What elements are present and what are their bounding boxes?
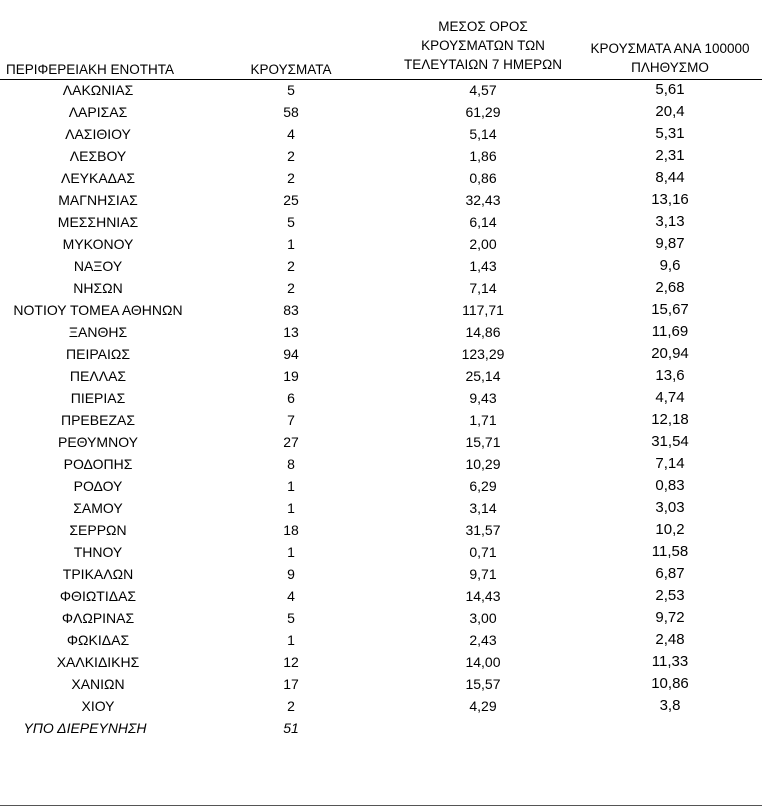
cell-region: ΠΡΕΒΕΖΑΣ [60,412,135,428]
cell-cases-per-100k: 13,16 [651,191,689,208]
cell-cases-per-100k: 3,13 [655,213,685,230]
cell-cases: 5 [287,214,295,230]
cell-seven-day-average: 14,43 [465,588,501,604]
cell-cases: 25 [283,192,299,208]
cell-region: ΤΡΙΚΑΛΩΝ [62,566,134,582]
cell-region: ΤΗΝΟΥ [73,544,123,560]
cell-seven-day-average: 3,00 [469,610,497,626]
table-row [0,277,762,299]
cell-region: ΣΕΡΡΩΝ [69,522,127,538]
column-header-avg-line-2: ΚΡΟΥΣΜΑΤΩΝ ΤΩΝ [421,38,545,53]
table-row [0,585,762,607]
cell-seven-day-average: 9,71 [469,566,497,582]
cell-region: ΜΑΓΝΗΣΙΑΣ [58,192,138,208]
cell-region: ΜΥΚΟΝΟΥ [62,236,134,252]
cell-region: ΛΑΡΙΣΑΣ [68,104,128,120]
cell-region: ΝΑΞΟΥ [73,258,123,274]
table-row [0,607,762,629]
cell-cases-per-100k: 7,14 [655,455,685,472]
column-header-region [6,60,174,79]
cell-seven-day-average: 0,71 [469,544,497,560]
cell-cases-per-100k: 9,72 [655,609,685,626]
column-header-cases-per-100k [572,39,762,77]
cell-cases-per-100k: 2,31 [655,147,685,164]
cell-region: ΜΕΣΣΗΝΙΑΣ [57,214,139,230]
cell-region: ΠΙΕΡΙΑΣ [70,390,126,406]
cell-seven-day-average: 14,00 [465,654,501,670]
cell-cases-per-100k: 2,48 [655,631,685,648]
cell-region: ΧΑΝΙΩΝ [71,676,125,692]
table-row [0,79,762,101]
cell-cases: 12 [283,654,299,670]
cell-seven-day-average: 5,14 [469,126,497,142]
cell-seven-day-average: 15,71 [465,434,501,450]
cell-seven-day-average: 31,57 [465,522,501,538]
table-row [0,145,762,167]
cell-seven-day-average: 10,29 [465,456,501,472]
cell-cases-per-100k: 13,6 [655,367,685,384]
cell-region: ΠΕΙΡΑΙΩΣ [66,346,130,362]
table-row [0,497,762,519]
cell-cases-per-100k: 2,68 [655,279,685,296]
table-row [0,299,762,321]
cell-region: ΝΟΤΙΟΥ ΤΟΜΕΑ ΑΘΗΝΩΝ [13,302,183,318]
cell-cases: 17 [283,676,299,692]
cell-region: ΡΟΔΟΠΗΣ [63,456,133,472]
table-row [0,431,762,453]
cell-cases-per-100k: 11,69 [651,323,689,340]
cell-cases-per-100k: 31,54 [651,433,689,450]
column-header-avg-line-1: ΜΕΣΟΣ ΟΡΟΣ [438,19,528,34]
table-row [0,365,762,387]
cell-under-investigation-cases: 51 [283,720,299,736]
cell-region: ΛΕΣΒΟΥ [69,148,127,164]
cell-region: ΞΑΝΘΗΣ [68,324,128,340]
cell-seven-day-average: 15,57 [465,676,501,692]
cell-cases-per-100k: 3,03 [655,499,685,516]
cell-region: ΦΘΙΩΤΙΔΑΣ [59,588,137,604]
cell-cases: 19 [283,368,299,384]
column-header-region-label: ΠΕΡΙΦΕΡΕΙΑΚΗ ΕΝΟΤΗΤΑ [6,62,175,77]
table-row [0,519,762,541]
cell-cases-per-100k: 5,31 [655,125,685,142]
cell-cases: 5 [287,610,295,626]
cell-cases: 6 [287,390,295,406]
cell-region: ΛΑΣΙΘΙΟΥ [65,126,131,142]
cell-cases: 83 [283,302,299,318]
cell-cases: 1 [287,500,295,516]
cell-seven-day-average: 2,00 [469,236,497,252]
cell-cases-per-100k: 11,58 [651,543,689,560]
cell-cases-per-100k: 5,61 [655,81,685,98]
cell-cases-per-100k: 6,87 [655,565,685,582]
cell-cases-per-100k: 15,67 [651,301,689,318]
table-row [0,255,762,277]
cell-cases: 94 [283,346,299,362]
cell-region: ΛΑΚΩΝΙΑΣ [62,82,134,98]
cell-region: ΧΙΟΥ [81,698,115,714]
table-row [0,409,762,431]
cell-seven-day-average: 9,43 [469,390,497,406]
cell-cases: 5 [287,82,295,98]
cell-seven-day-average: 1,43 [469,258,497,274]
table-row [0,101,762,123]
table-row-under-investigation [0,717,762,739]
cell-region: ΦΩΚΙΔΑΣ [66,632,130,648]
table-row [0,123,762,145]
cell-cases: 9 [287,566,295,582]
table-row [0,541,762,563]
cell-seven-day-average: 32,43 [465,192,501,208]
cell-seven-day-average: 117,71 [462,302,504,318]
table-row [0,167,762,189]
cell-cases-per-100k: 9,87 [655,235,685,252]
cell-seven-day-average: 2,43 [469,632,497,648]
cell-cases: 2 [287,698,295,714]
cell-seven-day-average: 1,86 [469,148,497,164]
cell-cases: 2 [287,258,295,274]
cell-cases: 2 [287,280,295,296]
table-row [0,673,762,695]
column-header-cases-label: ΚΡΟΥΣΜΑΤΑ [250,62,332,77]
footer-divider [0,805,762,806]
table-row [0,651,762,673]
table-row [0,695,762,717]
table-row [0,233,762,255]
cell-cases: 13 [283,324,299,340]
column-header-per100k-line-1: ΚΡΟΥΣΜΑΤΑ ΑΝΑ 100000 [590,41,750,56]
cell-region: ΧΑΛΚΙΔΙΚΗΣ [56,654,140,670]
cell-region: ΛΕΥΚΑΔΑΣ [60,170,136,186]
cell-cases: 1 [287,478,295,494]
cell-seven-day-average: 4,57 [469,82,497,98]
cell-seven-day-average: 61,29 [465,104,501,120]
cell-cases-per-100k: 4,74 [655,389,685,406]
cell-region: ΦΛΩΡΙΝΑΣ [61,610,135,626]
cell-cases: 7 [287,412,295,428]
cell-seven-day-average: 1,71 [469,412,497,428]
column-header-per100k-line-2: ΠΛΗΘΥΣΜΟ [631,60,709,75]
table-row [0,189,762,211]
table-row [0,321,762,343]
cell-region: ΡΟΔΟΥ [73,478,123,494]
cell-cases-per-100k: 8,44 [655,169,685,186]
cell-cases-per-100k: 10,2 [655,521,685,538]
cell-cases: 1 [287,632,295,648]
cell-region: ΡΕΘΥΜΝΟΥ [57,434,138,450]
cell-seven-day-average: 0,86 [469,170,497,186]
cell-cases-per-100k: 2,53 [655,587,685,604]
cell-region: ΝΗΣΩΝ [73,280,123,296]
table-row [0,475,762,497]
cell-seven-day-average: 6,14 [469,214,497,230]
cell-cases-per-100k: 9,6 [659,257,681,274]
table-body [0,79,762,739]
table-row [0,629,762,651]
cell-cases: 27 [283,434,299,450]
cell-region: ΣΑΜΟΥ [73,500,123,516]
cell-cases: 4 [287,588,295,604]
cell-seven-day-average: 14,86 [465,324,501,340]
cell-cases: 1 [287,236,295,252]
cell-cases: 2 [287,148,295,164]
column-header-cases [232,60,350,79]
cell-cases: 2 [287,170,295,186]
cell-cases-per-100k: 10,86 [651,675,689,692]
cell-cases-per-100k: 11,33 [651,653,689,670]
cell-seven-day-average: 25,14 [465,368,501,384]
cell-cases: 58 [283,104,299,120]
cell-under-investigation-label: ΥΠΟ ΔΙΕΡΕΥΝΗΣΗ [23,720,147,736]
cell-seven-day-average: 3,14 [469,500,497,516]
cell-cases-per-100k: 3,8 [659,697,681,714]
column-header-avg-line-3: ΤΕΛΕΥΤΑΙΩΝ 7 ΗΜΕΡΩΝ [404,57,562,72]
cell-seven-day-average: 6,29 [469,478,497,494]
column-header-seven-day-average [384,17,582,74]
cell-region: ΠΕΛΛΑΣ [69,368,127,384]
cell-seven-day-average: 123,29 [461,346,505,362]
cell-cases-per-100k: 20,4 [655,103,685,120]
cell-cases: 1 [287,544,295,560]
cell-cases-per-100k: 20,94 [651,345,689,362]
table-row [0,453,762,475]
cell-cases-per-100k: 0,83 [655,477,685,494]
table-row [0,387,762,409]
cell-cases: 8 [287,456,295,472]
cell-cases-per-100k: 12,18 [651,411,689,428]
cell-cases: 4 [287,126,295,142]
cell-cases: 18 [283,522,299,538]
table-row [0,211,762,233]
table-row [0,343,762,365]
cell-seven-day-average: 7,14 [469,280,497,296]
table-row [0,563,762,585]
cell-seven-day-average: 4,29 [469,698,497,714]
